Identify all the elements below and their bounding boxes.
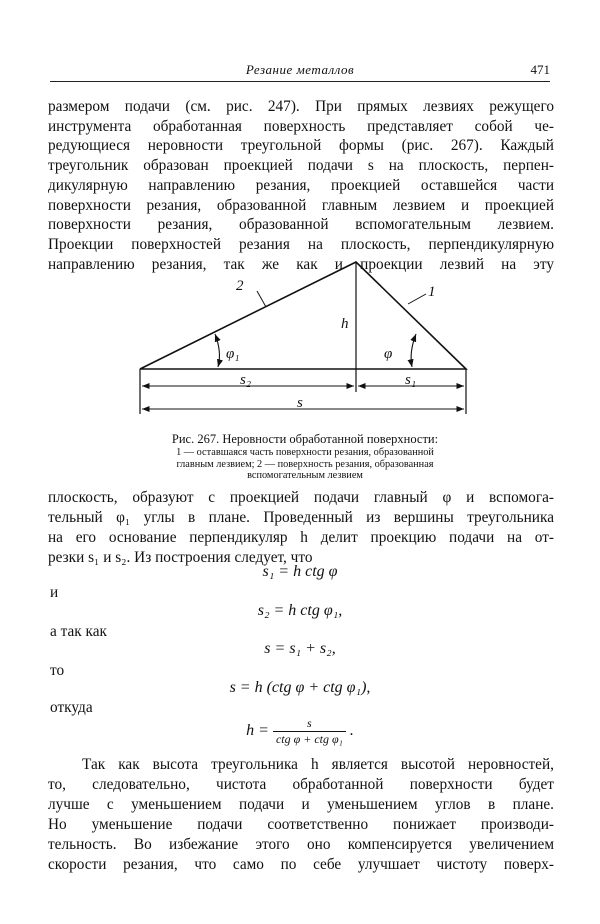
figure-267-diagram xyxy=(130,250,480,422)
label-s1: s₁ xyxy=(405,372,417,388)
para1-line: инструмента обработанная поверхность представляет собой че- xyxy=(48,117,554,135)
para2-line: тельный φ₁ углы в плане. Проведенный из вершины треугольника xyxy=(48,509,554,526)
page-number: 471 xyxy=(530,62,550,77)
para3-line: лучше с уменьшением подачи и уменьшением углов в плане. xyxy=(48,796,554,813)
para2-line: резки s₁ и s₂. Из построения следует, что xyxy=(48,549,313,566)
equation-s1: s₁ = h ctg φ xyxy=(262,563,338,580)
para1-line: поверхности резания, образованной главным лезвием и проекцией xyxy=(48,196,554,214)
triangle-outline xyxy=(140,262,466,369)
running-header xyxy=(50,61,550,82)
para2-line: на его основание перпендикуляр h делит проекцию подачи на от- xyxy=(48,529,554,546)
angle-arc-phi1 xyxy=(215,334,219,367)
equation-s2: s₂ = h ctg φ₁, xyxy=(257,602,343,619)
para1-line: направлению резания, так же как и проекции лезвий на эту xyxy=(48,255,554,273)
para3-line: Так как высота треугольника h является высотой неровностей, xyxy=(82,756,554,773)
eq-h-left: h = xyxy=(246,722,269,740)
figure-caption xyxy=(140,432,470,482)
leader-1 xyxy=(408,294,426,304)
eq-h-end: . xyxy=(349,722,354,740)
fraction-denominator: ctg φ + ctg φ₁ xyxy=(275,732,343,746)
angle-arc-phi xyxy=(411,334,416,367)
para3-line: тельность. Во избежание этого оно компенсируется увеличением xyxy=(48,836,554,853)
label-s2: s₂ xyxy=(240,372,252,388)
para1-line: редующиеся неровности треугольной формы (рис. 267). Каждый xyxy=(48,137,554,155)
para1-line: размером подачи (см. рис. 247). При прямых лезвиях режущего xyxy=(48,98,554,115)
leader-2 xyxy=(257,291,266,307)
connector-word: то xyxy=(50,662,65,679)
connector-word: а так как xyxy=(50,623,107,640)
caption-legend-line: главным лезвием; 2 — поверхность резания, образованная xyxy=(176,458,434,470)
equation-h xyxy=(150,716,450,747)
label-phi: φ xyxy=(384,346,393,362)
caption-legend-line: вспомогательным лезвием xyxy=(247,470,363,481)
fraction xyxy=(273,716,346,747)
caption-title: Рис. 267. Неровности обработанной поверхности: xyxy=(171,432,439,446)
label-2: 2 xyxy=(236,278,244,294)
header-title: Резание металлов xyxy=(245,62,355,77)
connector-word: и xyxy=(50,584,59,601)
para2-line: плоскость, образуют с проекцией подачи главный φ и вспомога- xyxy=(48,489,554,506)
label-phi1: φ₁ xyxy=(226,346,240,362)
para3-line: Но уменьшение подачи соответственно понижает производи- xyxy=(48,816,554,833)
fraction-numerator: s xyxy=(273,716,346,732)
para1-line: поверхности резания, образованной вспомогательным лезвием. xyxy=(48,216,554,234)
caption-legend-line: 1 — оставшаяся часть поверхности резания, образованной xyxy=(176,447,434,458)
label-h: h xyxy=(341,316,349,332)
para3-line: то, следовательно, чистота обработанной поверхности будет xyxy=(48,776,554,793)
label-s: s xyxy=(297,395,303,411)
para1-line: дикулярную направлению резания, проекцией оставшейся части xyxy=(48,176,554,194)
label-1: 1 xyxy=(428,284,436,300)
equation-s-sum: s = s₁ + s₂, xyxy=(264,640,336,657)
equation-s-h: s = h (ctg φ + ctg φ₁), xyxy=(229,679,371,696)
para1-line: треугольник образован проекцией подачи s на плоскость, перпен- xyxy=(48,157,554,175)
connector-word: откуда xyxy=(50,699,93,716)
para1-line: Проекции поверхностей резания на плоскость, перпендикулярную xyxy=(48,235,554,253)
para3-line: скорости резания, что само по себе улучшает чистоту поверх- xyxy=(48,856,554,873)
